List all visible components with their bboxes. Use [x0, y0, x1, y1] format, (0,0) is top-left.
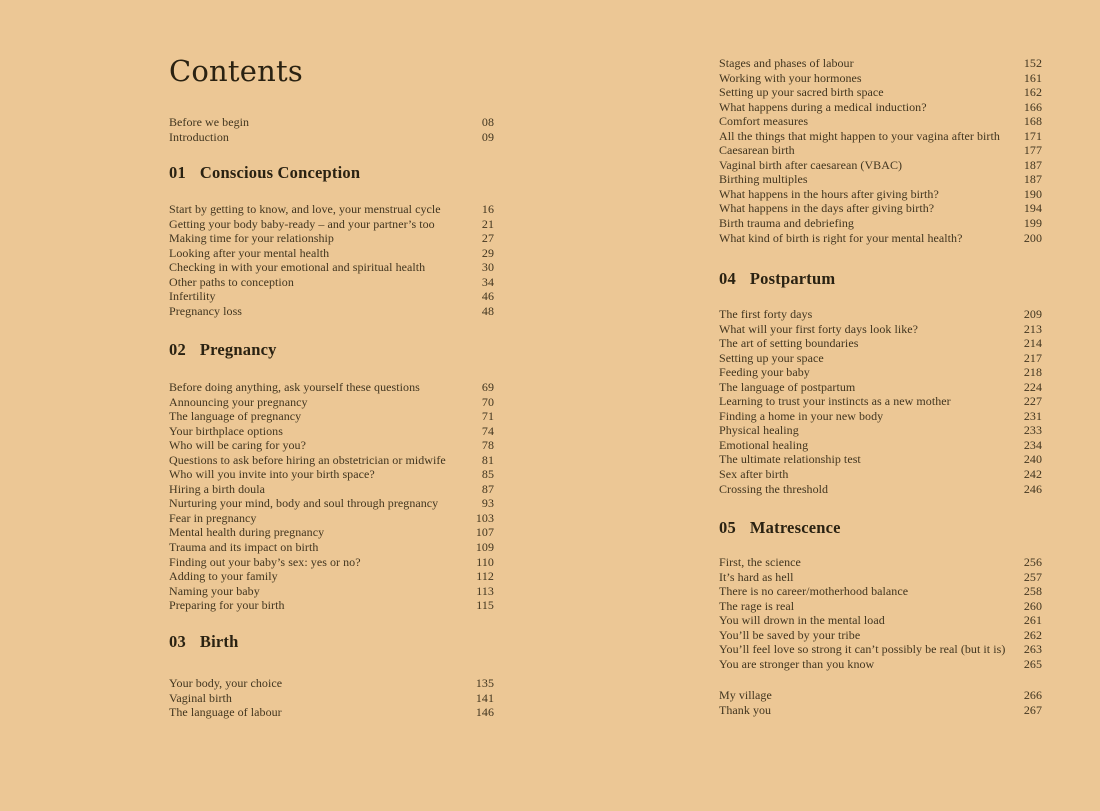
toc-entry: [169, 705, 494, 720]
entry-title: What happens in the hours after giving birth?: [719, 186, 939, 201]
entry-title: My village: [719, 688, 772, 702]
left-column: [169, 0, 494, 811]
entry-title: Vaginal birth after caesarean (VBAC): [719, 157, 903, 172]
entry-title: Physical healing: [719, 423, 799, 438]
section-entries-conscious-conception: [169, 202, 494, 318]
entry-title: Finding a home in your new body: [719, 408, 884, 423]
entry-title: Infertility: [169, 289, 216, 304]
toc-entry: [719, 216, 1042, 231]
entry-page-number: 135: [475, 676, 494, 690]
entry-page-number: 27: [481, 231, 494, 246]
front-matter-list: [169, 115, 494, 144]
toc-entry: [719, 187, 1042, 202]
entry-title: Your body, your choice: [169, 676, 283, 690]
entry-page-number: 70: [481, 394, 494, 409]
entry-page-number: 166: [1023, 99, 1042, 114]
entry-page-number: 218: [1023, 365, 1042, 380]
toc-entry: [719, 114, 1042, 129]
toc-entry: [719, 613, 1042, 628]
entry-page-number: 267: [1023, 702, 1042, 717]
toc-entry: [169, 482, 494, 497]
entry-title: The first forty days: [719, 307, 813, 321]
entry-title: Setting up your space: [719, 350, 824, 365]
right-column: [719, 0, 1042, 811]
entry-title: Setting up your sacred birth space: [719, 85, 884, 100]
entry-page-number: 141: [475, 690, 494, 705]
section-title: Birth: [199, 632, 239, 651]
entry-title: Caesarean birth: [719, 143, 795, 158]
entry-title: First, the science: [719, 555, 801, 569]
entry-page-number: 240: [1023, 452, 1042, 467]
entry-title: Thank you: [719, 702, 772, 717]
entry-page-number: 257: [1023, 569, 1042, 584]
entry-title: Introduction: [169, 129, 229, 144]
toc-entry: [169, 217, 494, 232]
entry-title: Emotional healing: [719, 437, 809, 452]
entry-title: The art of setting boundaries: [719, 336, 859, 351]
section-heading-pregnancy: [169, 340, 494, 360]
entry-page-number: 233: [1023, 423, 1042, 438]
entry-title: You’ll feel love so strong it can’t possibly be real (but it is): [719, 642, 1006, 657]
entry-page-number: 87: [481, 481, 494, 496]
entry-title: Stages and phases of labour: [719, 56, 854, 70]
entry-page-number: 85: [481, 467, 494, 482]
entry-title: Birthing multiples: [719, 172, 808, 187]
entry-title: Announcing your pregnancy: [169, 394, 308, 409]
toc-entry: [719, 555, 1042, 570]
section-entries-postpartum: [719, 307, 1042, 496]
entry-page-number: 217: [1023, 350, 1042, 365]
entry-page-number: 214: [1023, 336, 1042, 351]
section-number: 04: [719, 269, 736, 288]
entry-title: Feeding your baby: [719, 365, 810, 380]
entry-title: Fear in pregnancy: [169, 510, 257, 525]
toc-entry: [719, 642, 1042, 657]
entry-page-number: 263: [1023, 642, 1042, 657]
toc-entry: [719, 129, 1042, 144]
entry-title: What kind of birth is right for your mental health?: [719, 230, 963, 245]
toc-entry: [169, 691, 494, 706]
section-title: Pregnancy: [199, 340, 277, 359]
entry-page-number: 187: [1023, 157, 1042, 172]
entry-page-number: 74: [481, 423, 494, 438]
toc-entry: [169, 289, 494, 304]
section-entries-birth: [169, 676, 494, 720]
entry-page-number: 146: [475, 705, 494, 720]
entry-page-number: 103: [475, 510, 494, 525]
toc-entry: [719, 380, 1042, 395]
toc-entry: [169, 395, 494, 410]
entry-title: Mental health during pregnancy: [169, 525, 325, 540]
entry-title: Pregnancy loss: [169, 303, 243, 318]
section-heading-conscious-conception: [169, 163, 494, 183]
toc-entry: [169, 409, 494, 424]
section-number: 05: [719, 518, 736, 537]
section-number: 01: [169, 163, 186, 182]
entry-page-number: 112: [476, 569, 494, 584]
entry-title: You’ll be saved by your tribe: [719, 627, 861, 642]
toc-entry: [719, 394, 1042, 409]
entry-page-number: 29: [481, 245, 494, 260]
entry-page-number: 115: [476, 598, 494, 613]
entry-title: Your birthplace options: [169, 423, 283, 438]
entry-page-number: 187: [1023, 172, 1042, 187]
toc-entry: [169, 525, 494, 540]
entry-page-number: 21: [481, 216, 494, 231]
section-title: Matrescence: [749, 518, 841, 537]
toc-entry: [719, 584, 1042, 599]
toc-entry: [719, 322, 1042, 337]
entry-title: Birth trauma and debriefing: [719, 216, 854, 231]
entry-title: Crossing the threshold: [719, 481, 829, 496]
toc-entry: [719, 143, 1042, 158]
entry-title: Looking after your mental health: [169, 245, 330, 260]
section-title: Postpartum: [749, 269, 836, 288]
toc-entry: [719, 599, 1042, 614]
toc-entry: [169, 467, 494, 482]
entry-title: Who will you invite into your birth space?: [169, 467, 375, 482]
entry-page-number: 162: [1023, 85, 1042, 100]
entry-page-number: 152: [1023, 56, 1042, 70]
toc-entry: [169, 246, 494, 261]
toc-entry: [169, 676, 494, 691]
entry-page-number: 266: [1023, 688, 1042, 702]
section-entries-matrescence: [719, 555, 1042, 671]
entry-page-number: 109: [475, 540, 494, 555]
entry-title: You will drown in the mental load: [719, 613, 885, 628]
toc-entry: [169, 231, 494, 246]
entry-page-number: 265: [1023, 656, 1042, 671]
toc-entry: [719, 657, 1042, 672]
page-title: Contents: [169, 54, 303, 88]
toc-entry: [719, 158, 1042, 173]
toc-entry: [719, 172, 1042, 187]
entry-title: Nurturing your mind, body and soul through pregnancy: [169, 496, 439, 511]
entry-page-number: 234: [1023, 437, 1042, 452]
toc-entry: [169, 540, 494, 555]
toc-entry: [169, 115, 494, 130]
entry-page-number: 194: [1023, 201, 1042, 216]
entry-page-number: 177: [1023, 143, 1042, 158]
toc-entry: [719, 423, 1042, 438]
toc-entry: [719, 570, 1042, 585]
section-entries-pregnancy: [169, 380, 494, 613]
toc-entry: [169, 275, 494, 290]
toc-entry: [169, 438, 494, 453]
section-title: Conscious Conception: [199, 163, 361, 182]
entry-title: Getting your body baby-ready – and your partner’s too: [169, 216, 435, 231]
entry-title: The ultimate relationship test: [719, 452, 861, 467]
entry-title: Questions to ask before hiring an obstetrician or midwife: [169, 452, 446, 467]
entry-page-number: 161: [1023, 70, 1042, 85]
entry-title: Who will be caring for you?: [169, 438, 306, 453]
toc-entry: [719, 438, 1042, 453]
entry-page-number: 231: [1023, 408, 1042, 423]
toc-entry: [719, 71, 1042, 86]
entry-title: Vaginal birth: [169, 690, 232, 705]
entry-page-number: 224: [1023, 379, 1042, 394]
entry-page-number: 209: [1023, 307, 1042, 321]
entry-title: There is no career/motherhood balance: [719, 584, 909, 599]
section-heading-postpartum: [719, 269, 1042, 289]
entry-page-number: 168: [1023, 114, 1042, 129]
entry-page-number: 246: [1023, 481, 1042, 496]
toc-entry: [719, 467, 1042, 482]
entry-page-number: 08: [481, 115, 494, 129]
toc-entry: [169, 130, 494, 145]
toc-entry: [719, 452, 1042, 467]
entry-page-number: 190: [1023, 186, 1042, 201]
entry-page-number: 258: [1023, 584, 1042, 599]
entry-title: Start by getting to know, and love, your menstrual cycle: [169, 202, 441, 216]
entry-page-number: 113: [476, 583, 494, 598]
entry-page-number: 200: [1023, 230, 1042, 245]
toc-entry: [169, 202, 494, 217]
entry-title: Comfort measures: [719, 114, 809, 129]
toc-entry: [169, 496, 494, 511]
entry-page-number: 213: [1023, 321, 1042, 336]
toc-entry: [719, 365, 1042, 380]
toc-entry: [719, 628, 1042, 643]
toc-entry: [169, 598, 494, 613]
entry-page-number: 46: [481, 289, 494, 304]
toc-entry: [169, 380, 494, 395]
entry-title: Hiring a birth doula: [169, 481, 265, 496]
entry-title: Preparing for your birth: [169, 598, 285, 613]
toc-entry: [719, 409, 1042, 424]
entry-page-number: 71: [481, 409, 494, 424]
entry-page-number: 171: [1023, 128, 1042, 143]
entry-title: The language of postpartum: [719, 379, 856, 394]
entry-title: What happens during a medical induction?: [719, 99, 927, 114]
section-heading-birth: [169, 632, 494, 652]
entry-page-number: 107: [475, 525, 494, 540]
entry-page-number: 260: [1023, 598, 1042, 613]
toc-entry: [169, 555, 494, 570]
entry-title: Sex after birth: [719, 467, 789, 482]
section-entries-birth-continued: [719, 56, 1042, 245]
entry-page-number: 30: [481, 260, 494, 275]
entry-page-number: 199: [1023, 216, 1042, 231]
entry-title: It’s hard as hell: [719, 569, 794, 584]
entry-title: The rage is real: [719, 598, 795, 613]
toc-entry: [169, 569, 494, 584]
toc-entry: [169, 260, 494, 275]
entry-page-number: 78: [481, 438, 494, 453]
entry-page-number: 81: [481, 452, 494, 467]
entry-title: What will your first forty days look like?: [719, 321, 919, 336]
entry-title: What happens in the days after giving birth?: [719, 201, 935, 216]
toc-entry: [719, 703, 1042, 718]
entry-title: Before doing anything, ask yourself these questions: [169, 380, 420, 394]
toc-entry: [169, 424, 494, 439]
section-number: 03: [169, 632, 186, 651]
entry-title: The language of labour: [169, 705, 282, 720]
toc-entry: [719, 56, 1042, 71]
entry-title: The language of pregnancy: [169, 409, 302, 424]
toc-entry: [169, 511, 494, 526]
toc-entry: [719, 307, 1042, 322]
entry-title: Finding out your baby’s sex: yes or no?: [169, 554, 361, 569]
entry-title: Adding to your family: [169, 569, 278, 584]
toc-entry: [169, 584, 494, 599]
entry-title: You are stronger than you know: [719, 656, 875, 671]
toc-entry: [719, 231, 1042, 246]
toc-entry: [719, 351, 1042, 366]
entry-page-number: 09: [481, 129, 494, 144]
entry-page-number: 242: [1023, 467, 1042, 482]
entry-title: Checking in with your emotional and spiritual health: [169, 260, 426, 275]
toc-entry: [719, 688, 1042, 703]
toc-entry: [719, 482, 1042, 497]
toc-entry: [169, 453, 494, 468]
entry-title: Learning to trust your instincts as a new mother: [719, 394, 951, 409]
entry-title: Working with your hormones: [719, 70, 862, 85]
entry-page-number: 262: [1023, 627, 1042, 642]
entry-title: Before we begin: [169, 115, 250, 129]
entry-page-number: 110: [476, 554, 494, 569]
entry-page-number: 227: [1023, 394, 1042, 409]
entry-title: All the things that might happen to your vagina after birth: [719, 128, 1000, 143]
entry-page-number: 261: [1023, 613, 1042, 628]
entry-page-number: 69: [481, 380, 494, 394]
section-heading-matrescence: [719, 518, 1042, 538]
back-matter-list: [719, 688, 1042, 717]
section-number: 02: [169, 340, 186, 359]
entry-title: Trauma and its impact on birth: [169, 540, 319, 555]
toc-entry: [719, 336, 1042, 351]
entry-page-number: 256: [1023, 555, 1042, 569]
entry-page-number: 16: [481, 202, 494, 216]
toc-entry: [169, 304, 494, 319]
entry-title: Other paths to conception: [169, 274, 294, 289]
entry-page-number: 93: [481, 496, 494, 511]
entry-title: Naming your baby: [169, 583, 260, 598]
entry-title: Making time for your relationship: [169, 231, 334, 246]
entry-page-number: 34: [481, 274, 494, 289]
toc-entry: [719, 100, 1042, 115]
toc-entry: [719, 201, 1042, 216]
toc-entry: [719, 85, 1042, 100]
entry-page-number: 48: [481, 303, 494, 318]
